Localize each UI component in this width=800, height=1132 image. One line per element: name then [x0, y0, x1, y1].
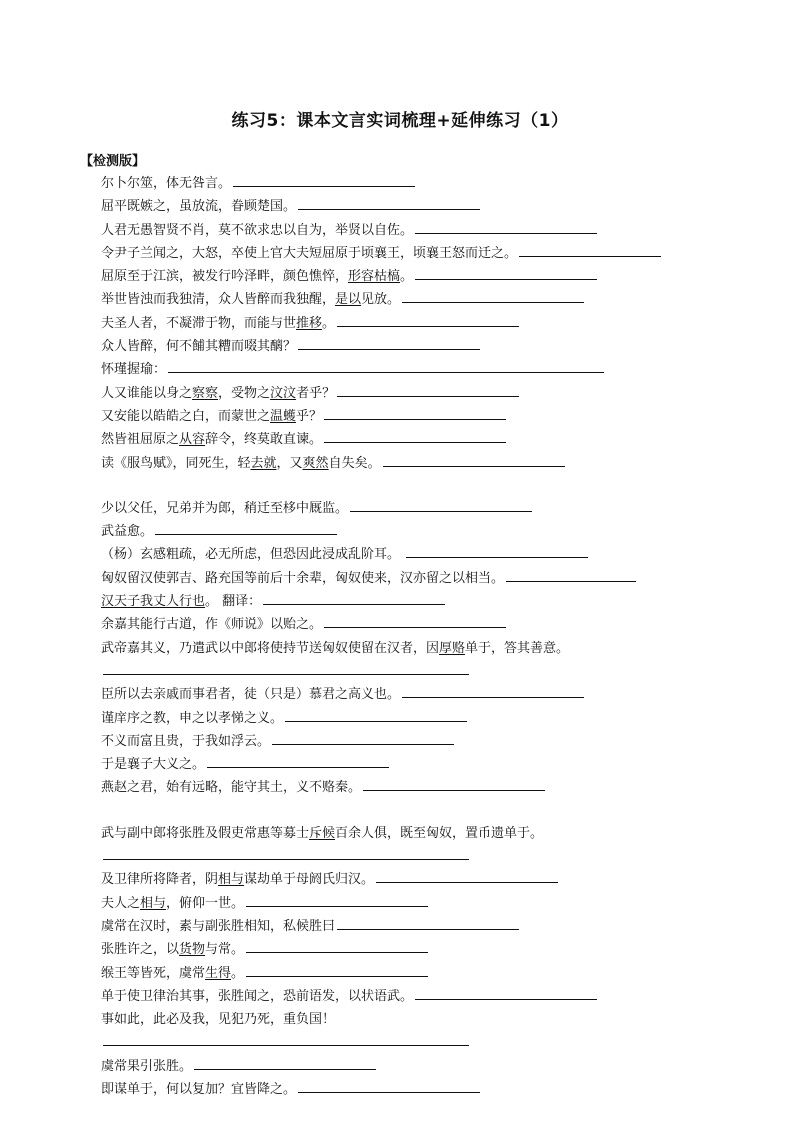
sentence-text: 臣所以去亲戚而事君者，徒（只是）慕君之高义也。 — [101, 687, 401, 703]
sentence-text: 然皆祖屈原之 — [101, 432, 180, 448]
exercise-line — [101, 683, 741, 706]
answer-blank[interactable] — [263, 592, 445, 605]
sentence-text: 。 翻译： — [205, 594, 262, 610]
exercise-line — [101, 1008, 741, 1031]
exercise-line — [101, 1031, 741, 1054]
sentence-text: 单于，答其善意。 — [465, 640, 570, 656]
answer-blank[interactable] — [506, 569, 636, 582]
section-spacer — [101, 475, 741, 497]
sentence-text: 夫人之 — [101, 895, 141, 911]
exercise-line — [101, 822, 741, 845]
sentence-text: ，受物之 — [218, 385, 271, 401]
answer-blank[interactable] — [415, 267, 597, 280]
exercise-line — [101, 172, 741, 195]
answer-blank[interactable] — [324, 407, 506, 420]
sentence-text: 人又谁能以身之 — [101, 385, 193, 401]
exercise-line — [101, 707, 741, 730]
answer-blank[interactable] — [406, 545, 588, 558]
exercise-line — [101, 753, 741, 776]
exercise-line — [101, 335, 741, 358]
underlined-term: 汶汶 — [270, 385, 297, 401]
section-spacer — [101, 800, 741, 822]
sentence-text: 缑王等皆死，虞常 — [101, 965, 206, 981]
sentence-text: 。 — [322, 315, 336, 331]
sentence-text: 谨庠序之教，申之以孝悌之义。 — [101, 710, 284, 726]
section-label: 【检测版】 — [80, 154, 146, 169]
sentence-text: 虞常在汉时，素与副张胜相知，私候胜曰 — [101, 918, 336, 934]
answer-blank[interactable] — [272, 732, 454, 745]
answer-blank[interactable] — [402, 685, 584, 698]
sentence-text: 令尹子兰闻之，大怒，卒使上官大夫短屈原于顷襄王，顷襄王怒而迁之。 — [101, 245, 518, 261]
sentence-text: 燕赵之君，始有远略，能守其土，义不赂秦。 — [101, 780, 362, 796]
sentence-text: 武与副中郎将张胜及假吏常惠等募士 — [101, 825, 310, 841]
underlined-term: 温蠖 — [270, 408, 297, 424]
sentence-text: 。 — [231, 965, 245, 981]
exercise-line — [101, 497, 741, 520]
sentence-text: 谋劫单于母阏氏归汉。 — [244, 872, 375, 888]
sentence-text: 又安能以皓皓之白，而蒙世之 — [101, 408, 271, 424]
exercise-line — [101, 660, 741, 683]
answer-blank[interactable] — [402, 290, 584, 303]
sentence-text: ，又 — [276, 455, 303, 471]
answer-blank[interactable] — [207, 755, 389, 768]
sentence-text: 人君无愚智贤不肖，莫不欲求忠以自为，举贤以自佐。 — [101, 222, 414, 238]
answer-blank[interactable] — [298, 337, 480, 350]
answer-blank[interactable] — [285, 709, 467, 722]
exercise-line — [101, 288, 741, 311]
exercise-line — [101, 962, 741, 985]
sentence-text: 。 — [400, 269, 414, 285]
answer-blank[interactable] — [383, 454, 565, 467]
exercise-line — [101, 868, 741, 891]
sentence-text: （杨）玄感粗疏，必无所虑，但恐因此浸成乱阶耳。 — [101, 547, 405, 563]
underlined-term: 去就 — [250, 455, 277, 471]
sentence-text: 读《服鸟赋》，同死生，轻 — [101, 455, 251, 471]
sentence-text: 武益愈。 — [101, 524, 154, 540]
exercise-line — [101, 428, 741, 451]
exercise-line — [101, 915, 741, 938]
underlined-term: 形容枯槁 — [348, 269, 401, 285]
exercise-line — [101, 892, 741, 915]
underlined-term: 推移 — [296, 315, 323, 331]
underlined-term: 货物 — [179, 942, 206, 958]
exercise-line — [101, 985, 741, 1008]
sentence-text: 辞令，终莫敢直谏。 — [205, 432, 323, 448]
exercise-line — [101, 358, 741, 381]
sentence-text: 事如此，此必及我，见犯乃死，重负国！ — [101, 1012, 336, 1028]
sentence-text: 举世皆浊而我独清，众人皆醉而我独醒， — [101, 292, 336, 308]
sentence-text: 匈奴留汉使郭吉、路充国等前后十余辈，匈奴使来，汉亦留之以相当。 — [101, 570, 505, 586]
sentence-text: 乎？ — [296, 408, 323, 424]
exercise-line — [101, 242, 741, 265]
answer-blank[interactable] — [298, 1080, 480, 1093]
page-title: 练习5：课本文言实词梳理+延伸练习（1） — [231, 111, 569, 131]
answer-blank[interactable] — [246, 940, 428, 953]
answer-blank[interactable] — [246, 894, 428, 907]
exercise-line — [101, 382, 741, 405]
sentence-text: 众人皆醉，何不餔其糟而啜其醨？ — [101, 339, 297, 355]
sentence-text: 屈原至于江滨，被发行吟泽畔，颜色憔悴， — [101, 269, 349, 285]
exercise-line — [101, 452, 741, 475]
answer-blank[interactable] — [103, 662, 469, 675]
exercise-list — [101, 172, 741, 1101]
sentence-text: 不义而富且贵，于我如浮云。 — [101, 733, 271, 749]
sentence-text: 少以父任，兄弟并为郎，稍迁至栘中厩监。 — [101, 500, 349, 516]
answer-blank[interactable] — [337, 384, 519, 397]
answer-blank[interactable] — [324, 430, 506, 443]
sentence-text: 于是襄子大义之。 — [101, 757, 206, 773]
sentence-text: 怀瑾握瑜： — [101, 362, 167, 378]
answer-blank[interactable] — [519, 244, 661, 257]
answer-blank[interactable] — [337, 314, 519, 327]
underlined-term: 生得 — [205, 965, 232, 981]
answer-blank[interactable] — [103, 1033, 469, 1046]
exercise-line — [101, 776, 741, 799]
sentence-text: 及卫律所将降者，阴 — [101, 872, 219, 888]
sentence-text: 自失矣。 — [328, 455, 381, 471]
exercise-line — [101, 730, 741, 753]
underlined-term: 察察 — [192, 385, 219, 401]
exercise-line — [101, 1055, 741, 1078]
underlined-term: 相与 — [140, 895, 167, 911]
exercise-line — [101, 543, 741, 566]
underlined-term: 斥候 — [309, 825, 336, 841]
sentence-text: 张胜许之，以 — [101, 942, 180, 958]
sentence-text: 即谋单于，何以复加？宜皆降之。 — [101, 1081, 297, 1097]
exercise-line — [101, 195, 741, 218]
underlined-term: 爽然 — [302, 455, 329, 471]
sentence-text: ，俯仰一世。 — [166, 895, 245, 911]
underlined-term: 相与 — [218, 872, 245, 888]
answer-blank[interactable] — [103, 847, 469, 860]
answer-blank[interactable] — [376, 870, 558, 883]
answer-blank[interactable] — [298, 197, 480, 210]
exercise-line — [101, 567, 741, 590]
sentence-text: 余嘉其能行古道，作《师说》以贻之。 — [101, 617, 323, 633]
exercise-line — [101, 1078, 741, 1101]
answer-blank[interactable] — [415, 221, 597, 234]
answer-blank[interactable] — [155, 522, 337, 535]
sentence-text: 虞常果引张胜。 — [101, 1058, 193, 1074]
answer-blank[interactable] — [233, 174, 415, 187]
sentence-text: 与常。 — [205, 942, 245, 958]
answer-blank[interactable] — [337, 917, 519, 930]
exercise-line — [101, 613, 741, 636]
answer-blank[interactable] — [415, 987, 597, 1000]
exercise-line — [101, 590, 741, 613]
exercise-line — [101, 405, 741, 428]
sentence-text: 屈平既嫉之，虽放流，眷顾楚国。 — [101, 199, 297, 215]
sentence-text: 百余人俱，既至匈奴，置币遗单于。 — [335, 825, 544, 841]
answer-blank[interactable] — [324, 615, 506, 628]
underlined-term: 厚赂 — [439, 640, 466, 656]
answer-blank[interactable] — [194, 1057, 376, 1070]
exercise-line — [101, 312, 741, 335]
sentence-text: 尔卜尔筮，体无咎言。 — [101, 176, 232, 191]
sentence-text: 见放。 — [361, 292, 401, 308]
exercise-line — [101, 637, 741, 660]
underlined-term: 是以 — [335, 292, 362, 308]
answer-blank[interactable] — [168, 360, 604, 373]
exercise-line — [101, 520, 741, 543]
sentence-text: 单于使卫律治其事，张胜闻之，恐前语发，以状语武。 — [101, 988, 414, 1004]
sentence-text: 夫圣人者，不凝滞于物，而能与世 — [101, 315, 297, 331]
exercise-line — [101, 938, 741, 961]
exercise-line — [101, 265, 741, 288]
answer-blank[interactable] — [350, 499, 532, 512]
exercise-line — [101, 219, 741, 242]
answer-blank[interactable] — [246, 964, 428, 977]
underlined-term: 从容 — [179, 432, 206, 448]
answer-blank[interactable] — [363, 778, 545, 791]
sentence-text: 者乎？ — [296, 385, 336, 401]
sentence-text: 武帝嘉其义，乃遣武以中郎将使持节送匈奴使留在汉者，因 — [101, 640, 440, 656]
underlined-term: 汉天子我丈人行也 — [101, 594, 206, 610]
exercise-line — [101, 845, 741, 868]
